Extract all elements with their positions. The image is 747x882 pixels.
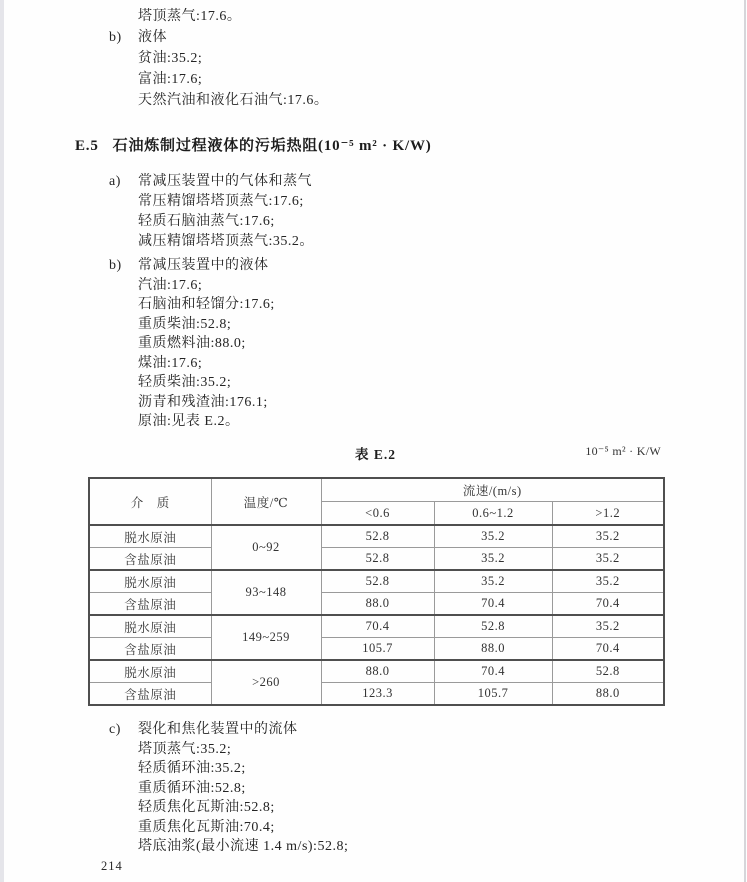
list-item: 塔顶蒸气:17.6。 <box>138 9 242 24</box>
table-cell-value: 35.2 <box>434 525 552 548</box>
list-item: 塔顶蒸气:35.2; <box>138 741 232 757</box>
table-e2 <box>88 477 665 706</box>
list-heading-b <box>0 27 747 48</box>
table-cell-medium: 脱水原油 <box>89 570 211 593</box>
table-cell-value: 52.8 <box>434 615 552 638</box>
list-item: 贫油:35.2; <box>138 51 203 66</box>
table-cell-value: 123.3 <box>321 683 434 706</box>
table-header-temperature: 温度/℃ <box>211 478 321 525</box>
list-item: 常压精馏塔塔顶蒸气:17.6; <box>138 194 304 209</box>
table-cell-value: 35.2 <box>552 570 664 593</box>
table-row <box>89 548 664 571</box>
list-item: 天然汽油和液化石油气:17.6。 <box>138 93 329 108</box>
list-label: c) <box>109 722 121 737</box>
list-item: 煤油:17.6; <box>138 355 203 371</box>
list-item: 沥青和残渣油:176.1; <box>138 394 268 410</box>
table-cell-temp: 0~92 <box>211 525 321 570</box>
table-cell-medium: 脱水原油 <box>89 660 211 683</box>
table-cell-value: 88.0 <box>434 638 552 661</box>
section-prelude <box>0 6 747 111</box>
table-cell-value: 35.2 <box>434 570 552 593</box>
list-title: 裂化和焦化装置中的流体 <box>138 722 298 737</box>
table-cell-medium: 脱水原油 <box>89 615 211 638</box>
table-cell-value: 70.4 <box>552 638 664 661</box>
table-header-speed-2: 0.6~1.2 <box>434 502 552 526</box>
table-row <box>89 615 664 638</box>
list-title: 常减压装置中的气体和蒸气 <box>138 174 312 189</box>
table-cell-temp: 93~148 <box>211 570 321 615</box>
section-b <box>0 256 747 432</box>
list-item: 轻质柴油:35.2; <box>138 375 232 390</box>
section-heading-e5 <box>75 134 432 155</box>
table-row <box>89 660 664 683</box>
table-cell-value: 70.4 <box>321 615 434 638</box>
table-header-medium: 介 质 <box>89 478 211 525</box>
table-cell-value: 52.8 <box>552 660 664 683</box>
table-cell-value: 35.2 <box>434 548 552 571</box>
table-cell-value: 88.0 <box>552 683 664 706</box>
table-cell-temp: 149~259 <box>211 615 321 660</box>
list-label: b) <box>109 258 122 273</box>
table-cell-value: 35.2 <box>552 525 664 548</box>
table-header-row <box>89 478 664 502</box>
table-body <box>89 525 664 705</box>
table-cell-value: 88.0 <box>321 593 434 616</box>
list-item: 轻质石脑油蒸气:17.6; <box>138 214 275 229</box>
list-item: 轻质循环油:35.2; <box>138 761 246 776</box>
list-item: 轻质焦化瓦斯油:52.8; <box>138 800 275 815</box>
list-item: 汽油:17.6; <box>138 277 203 293</box>
list-title: 液体 <box>138 30 167 45</box>
list-heading-b <box>0 256 747 276</box>
table-cell-medium: 含盐原油 <box>89 683 211 706</box>
table-caption: 表 E.2 <box>354 447 396 462</box>
list-label: a) <box>109 174 121 189</box>
table-header-speed-1: <0.6 <box>321 502 434 526</box>
section-a <box>0 172 747 252</box>
table-cell-value: 70.4 <box>434 660 552 683</box>
heading-title: 石油炼制过程液体的污垢热阻(10⁻⁵ m² · K/W) <box>112 138 432 154</box>
list-item: 原油:见表 E.2。 <box>138 414 240 429</box>
list-item: 塔底油浆(最小流速 1.4 m/s):52.8; <box>138 839 349 854</box>
list-item: 富油:17.6; <box>138 72 203 87</box>
list-title: 常减压装置中的液体 <box>138 258 269 273</box>
table-cell-value: 70.4 <box>552 593 664 616</box>
table-row <box>89 683 664 706</box>
page-number: 214 <box>101 859 123 873</box>
table-caption-row <box>88 443 663 461</box>
list-heading-c <box>0 720 747 740</box>
table-unit-note: 10⁻⁵ m² · K/W <box>585 444 661 458</box>
table-cell-value: 52.8 <box>321 570 434 593</box>
table-cell-medium: 含盐原油 <box>89 548 211 571</box>
heading-number: E.5 <box>75 138 99 154</box>
list-item: 减压精馏塔塔顶蒸气:35.2。 <box>138 234 314 249</box>
section-c <box>0 720 747 857</box>
table-head <box>89 478 664 525</box>
table-cell-value: 52.8 <box>321 525 434 548</box>
table-cell-medium: 含盐原油 <box>89 638 211 661</box>
table-row <box>89 593 664 616</box>
table-row <box>89 525 664 548</box>
table-cell-value: 105.7 <box>321 638 434 661</box>
list-item: 重质焦化瓦斯油:70.4; <box>138 819 275 835</box>
list-item: 重质循环油:52.8; <box>138 780 246 796</box>
table-cell-value: 105.7 <box>434 683 552 706</box>
table-row <box>89 638 664 661</box>
table-cell-value: 70.4 <box>434 593 552 616</box>
list-item: 重质柴油:52.8; <box>138 316 232 332</box>
table-cell-value: 52.8 <box>321 548 434 571</box>
list-label: b) <box>109 30 122 45</box>
table-header-speed-3: >1.2 <box>552 502 664 526</box>
table-cell-medium: 含盐原油 <box>89 593 211 616</box>
table-cell-temp: >260 <box>211 660 321 705</box>
table-cell-value: 35.2 <box>552 615 664 638</box>
table-header-velocity: 流速/(m/s) <box>321 478 664 502</box>
list-item: 石脑油和轻馏分:17.6; <box>138 297 275 312</box>
table-row <box>89 570 664 593</box>
table-cell-value: 35.2 <box>552 548 664 571</box>
list-heading-a <box>0 172 747 192</box>
table-cell-medium: 脱水原油 <box>89 525 211 548</box>
list-item: 重质燃料油:88.0; <box>138 336 246 351</box>
table-cell-value: 88.0 <box>321 660 434 683</box>
